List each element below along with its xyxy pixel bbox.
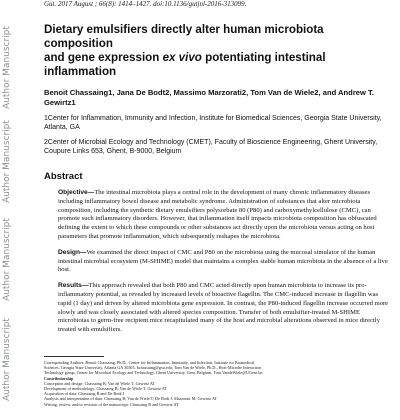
- corresponding-authors-2: Sciences, Georgia State University, Atlanta GA 30303. bchassaing@gsu.edu; Tom Van de Wiele, Ph.D., Host-Microbe Interaction: [44, 365, 262, 371]
- contrib-line: Development of methodology: Chassaing B; Van de Wiele T; Gewirtz AT: [44, 386, 167, 392]
- affiliation-1: 1Center for Inflammation, Immunity and Infection, Institute for Biomedical Sciences, Georgia State University, Atlanta, GA: [44, 115, 382, 131]
- corresponding-authors-3: Technology group, Center for Microbial Ecology and Technology, Ghent University, Gent, Belgium, Tom.VandeWiele@UGent.be.: [44, 370, 264, 376]
- paper-title: [44, 23, 392, 79]
- contrib-line: Writing, review, and/or revision of the manuscript: Chassaing B and Gewirtz AT: [44, 401, 179, 407]
- results-label: Results—: [58, 282, 89, 290]
- title-line-1: Dietary emulsifiers directly alter human microbiota composition: [44, 23, 324, 50]
- contrib-line: Analysis and interpretation of data: Chassaing B; Van de Wiele T; De Bodt J; Marzorati M; Gewirtz AT: [44, 396, 217, 402]
- paper-page: [44, 0, 392, 335]
- affiliation-2: 2Center of Microbial Ecology and Technology (CMET), Faculty of Bioscience Engineering, Ghent University, Coupure Links 653, Ghent, B-9000, Belgium: [44, 139, 378, 155]
- design-label: Design—: [58, 248, 87, 256]
- author-manuscript-sidebar: [0, 0, 24, 400]
- title-line-2c: potentiating intestinal inflammation: [44, 51, 326, 78]
- contributorship-heading: Contributorship: [44, 375, 74, 381]
- design-text: We examined the direct impact of CMC and P80 on the microbiota using the mucosal simulator of the human intestinal microbial ecosystem (M-SHIME) model that maintains a complex stable human microbiota in the absence of a live host.: [58, 248, 388, 274]
- objective-label: Objective—: [58, 189, 95, 196]
- sidebar-label: Author Manuscript: [2, 120, 12, 204]
- contrib-line: Acquisition of data: Chassaing B and De Bodt J: [44, 391, 125, 397]
- sidebar-label: Author Manuscript: [2, 26, 12, 110]
- title-italic-ex-vivo: ex vivo: [162, 51, 202, 64]
- results-text: This approach revealed that both P80 and CMC acted directly upon human microbiota to increase its pro-inflammatory potential, as revealed by increased levels of bioactive flagellin. The CMC-induced increase in flagellin was rapid (1 day) and driven by altered microbiota gene expression. In contrast, the P80-induced flagellin increase occurred more slowly and was closely associated with altered species composition. Transfer of both emulsifier-treated M-SHIME microbiotas to germ-free recipient mice recapitulated many of the host and microbial alterations observed in mice directly treated with emulsifiers.: [58, 282, 389, 334]
- authors-line-1: Benoit Chassaing1, Jana De Bodt2, Massimo Marzorati2, Tom Van de Wiele2, and Andrew T.: [44, 88, 374, 97]
- sidebar-label: Author Manuscript: [2, 318, 12, 402]
- abstract-results: [44, 282, 392, 335]
- title-line-2a: and gene expression: [44, 51, 163, 64]
- journal-citation: Gut. 2017 August ; 66(8): 1414–1427. doi:10.1136/gutjnl-2016-313099.: [44, 0, 247, 8]
- footnote-divider: [44, 356, 104, 357]
- author-list: [44, 88, 392, 108]
- abstract-design: [44, 249, 392, 275]
- sidebar-label: Author Manuscript: [2, 218, 12, 302]
- authors-line-2: Gewirtz1: [44, 98, 76, 107]
- contrib-line: Conception and design: Chassaing B; Van de Wiele T; Gewirtz AT: [44, 380, 156, 386]
- abstract-heading: Abstract: [44, 171, 83, 182]
- abstract-objective: [44, 189, 392, 242]
- objective-text: The intestinal microbiota plays a central role in the development of many chronic inflammatory diseases including inflammatory bowel disease and metabolic syndrome. Administration of substances that alter microbiota composition, including the synthetic dietary emulsifiers polysorbate 80 (P80) and carboxymethylcellulose (CMC), can promote such inflammatory disorders. However, that inflammation itself impacts microbiota composition has obfuscated defining the extent to which these compounds or other substances act directly upon the microbiota versus acting on host parameters that promote inflammation, which subsequently reshapes the microbiota.: [58, 189, 377, 240]
- corresponding-authors: Corresponding Authors: Benoit Chassaing, Ph.D., Center for Inflammation, Immunity, and Infection, Institute for Biomedical: [44, 360, 255, 365]
